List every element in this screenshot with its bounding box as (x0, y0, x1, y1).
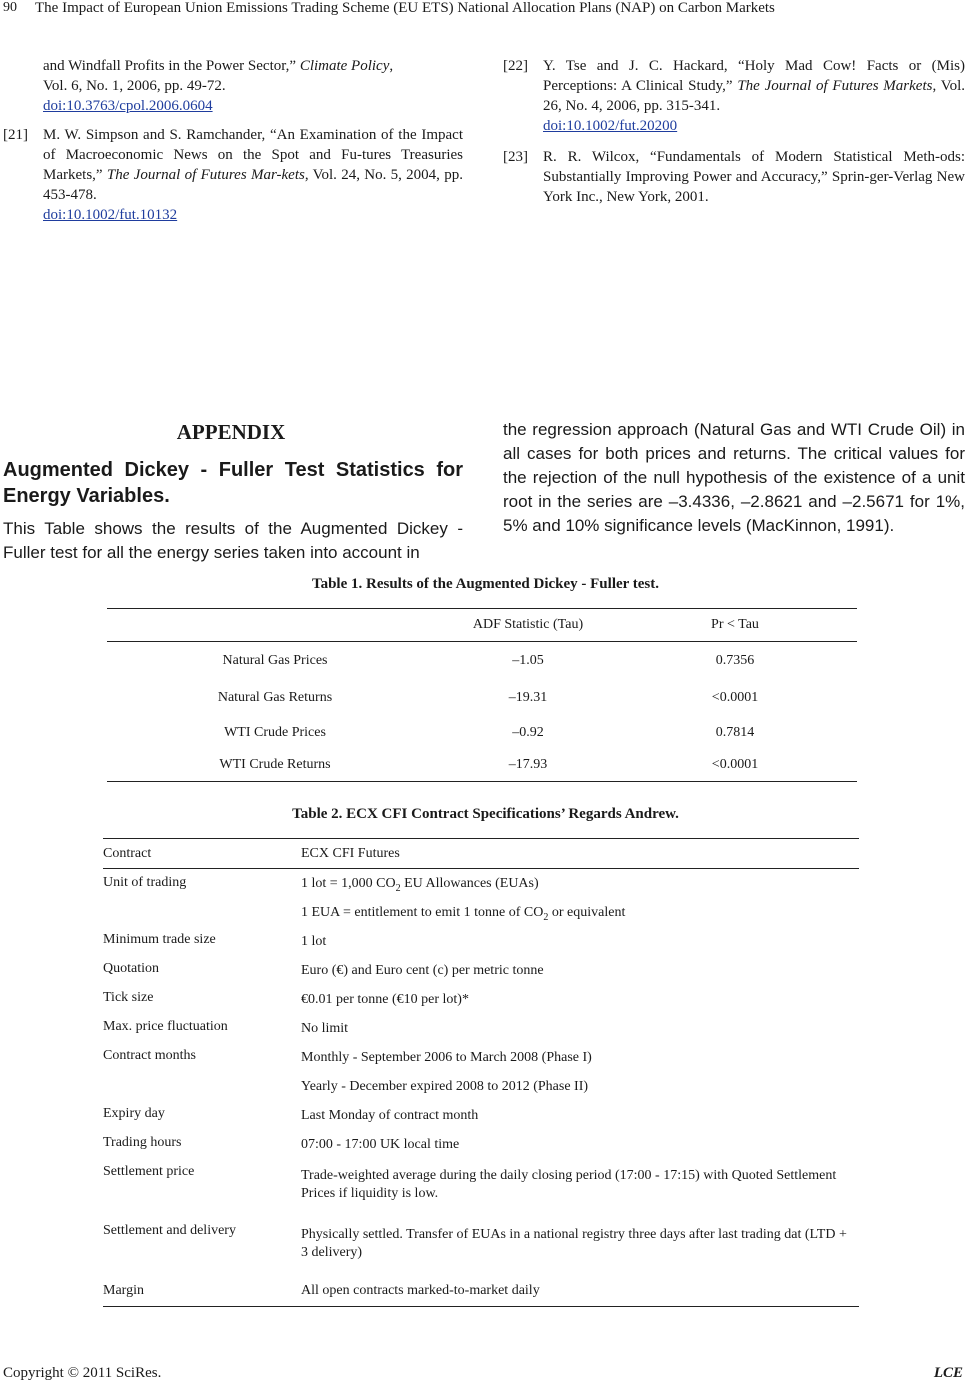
reference-journal: Climate Policy (299, 58, 390, 74)
spec-key: Quotation (103, 960, 159, 976)
contract-spec-table (103, 838, 859, 1307)
copyright: Copyright © 2011 SciRes. (3, 1365, 162, 1381)
running-title: The Impact of European Union Emissions Trading Scheme (EU ETS) National Allocation Plans (NAP) on Carbon Markets (35, 0, 775, 16)
table-row (103, 1131, 859, 1160)
doi-link[interactable]: doi:10.1002/fut.20200 (543, 118, 678, 134)
reference-tag: [23] (503, 149, 528, 165)
spec-value: Trade-weighted average during the daily closing period (17:00 - 17:15) with Quoted Settlement Prices if liquidity is low. (301, 1167, 837, 1201)
spec-key: Contract months (103, 1047, 196, 1063)
table-cell: WTI Crude Prices (224, 724, 326, 740)
spec-value: Euro (€) and Euro cent (c) per metric tonne (301, 962, 544, 978)
table-row (107, 680, 857, 716)
appendix-paragraph-right: the regression approach (Natural Gas and WTI Crude Oil) in all cases for both prices and returns. The critical values for the rejection of the null hypothesis of the existence of a unit root in the series are –3.4336, –2.8621 and –2.5671 for 1%, 5% and 10% significance levels (MacKinnon, 1991). (503, 420, 965, 535)
spec-value: All open contracts marked-to-market daily (301, 1282, 540, 1298)
column-header (107, 609, 443, 642)
spec-key: Minimum trade size (103, 931, 216, 947)
spec-value: Physically settled. Transfer of EUAs in a national registry three days after last trading dat (LTD + 3 delivery) (301, 1226, 847, 1260)
reference-journal: The Journal of Futures Markets (737, 78, 933, 94)
journal-abbrev: LCE (933, 1365, 963, 1381)
table-row (103, 869, 859, 899)
table-cell: WTI Crude Returns (219, 757, 331, 773)
reference-text: R. R. Wilcox, “Fundamentals of Modern Statistical Meth-ods: Substantially Improving Power and Accuracy,” Sprin-ger-Verlag New York Inc., New York, 2001. (543, 149, 965, 205)
table-row (103, 1015, 859, 1044)
table-row (103, 1102, 859, 1131)
spec-text: EU Allowances (EUAs) (400, 876, 539, 891)
spec-key: Settlement price (103, 1163, 195, 1179)
reference-text: and Windfall Profits in the Power Sector,” (43, 58, 300, 74)
spec-key: Tick size (103, 989, 154, 1005)
table-row (103, 1160, 859, 1219)
spec-text: or equivalent (548, 904, 626, 920)
table-cell: –17.93 (508, 757, 548, 773)
spec-value (301, 869, 859, 899)
table2-caption: Table 2. ECX CFI Contract Specifications’ Regards Andrew. (292, 806, 679, 822)
column-header: ECX CFI Futures (301, 845, 400, 861)
doi-link[interactable]: doi:10.3763/cpol.2006.0604 (43, 98, 213, 114)
table-cell: <0.0001 (711, 757, 759, 773)
spec-key: Margin (103, 1282, 144, 1298)
spec-key: Expiry day (103, 1105, 165, 1121)
spec-key: Max. price fluctuation (103, 1018, 228, 1034)
reference-tag: [21] (3, 127, 28, 143)
table-header-row (107, 609, 857, 642)
table-header-row (103, 839, 859, 869)
table-cell: 0.7814 (715, 724, 755, 740)
table-row (107, 716, 857, 750)
subscript: 2 (395, 882, 401, 894)
spec-key (103, 899, 301, 928)
reference-23 (503, 147, 965, 207)
spec-key: Settlement and delivery (103, 1222, 236, 1238)
table-cell: –1.05 (512, 652, 544, 668)
adf-results-table (107, 608, 857, 782)
reference-text: Vol. 6, No. 1, 2006, pp. 49-72. (43, 78, 226, 94)
table-row (103, 1277, 859, 1307)
table-row (103, 899, 859, 928)
reference-text: M. W. Simpson and S. Ramchander, “An Examination of the Impact of Macroeconomic News on the Spot and Fu-tures Treasuries Markets,” (43, 127, 463, 183)
subscript: 2 (543, 911, 549, 923)
spec-text: 1 lot = 1,000 CO (301, 876, 396, 891)
table-cell: <0.0001 (711, 689, 759, 705)
section-heading: Augmented Dickey - Fuller Test Statistics for Energy Variables. (3, 459, 463, 507)
spec-key: Trading hours (103, 1134, 182, 1150)
spec-value: 07:00 - 17:00 UK local time (301, 1136, 460, 1152)
table-cell: 0.7356 (715, 652, 755, 668)
spec-value: Monthly - September 2006 to March 2008 (Phase I) (301, 1049, 592, 1065)
reference-text: , Vol. 26, No. 4, 2006, pp. 315-341. (543, 78, 966, 114)
table-row (103, 1219, 859, 1277)
table-row (103, 957, 859, 986)
reference-20-continued (43, 56, 463, 116)
table-cell: –19.31 (508, 689, 548, 705)
table-row (103, 986, 859, 1015)
column-header: ADF Statistic (Tau) (472, 617, 584, 632)
reference-journal: The Journal of Futures Mar-kets (106, 167, 305, 183)
reference-tag: [22] (503, 58, 528, 74)
reference-text: Y. Tse and J. C. Hackard, “Holy Mad Cow! Facts or (Mis) Perceptions: A Clinical Study,” (543, 58, 965, 94)
spec-value: €0.01 per tonne (€10 per lot)* (301, 991, 469, 1007)
spec-key (103, 1073, 301, 1102)
appendix-paragraph-left: This Table shows the results of the Augmented Dickey - Fuller test for all the energy series taken into account in (3, 519, 463, 562)
table-cell: Natural Gas Returns (217, 689, 333, 705)
table-row (103, 1044, 859, 1073)
spec-value: 1 lot (301, 933, 327, 949)
reference-text: , Vol. 24, No. 5, 2004, pp. 453-478. (43, 167, 463, 203)
spec-key: Unit of trading (103, 875, 187, 890)
spec-value: Last Monday of contract month (301, 1107, 479, 1123)
reference-22 (503, 56, 965, 136)
table-row (103, 1073, 859, 1102)
reference-text: , (389, 58, 394, 74)
spec-text: 1 EUA = entitlement to emit 1 tonne of CO (301, 904, 544, 920)
page-number: 90 (3, 0, 17, 15)
column-header: Contract (103, 845, 152, 861)
reference-21 (3, 125, 463, 225)
table-cell: –0.92 (512, 724, 544, 740)
table-row (107, 642, 857, 680)
table1-caption: Table 1. Results of the Augmented Dickey - Fuller test. (311, 576, 660, 592)
table-row (107, 750, 857, 782)
spec-value: No limit (301, 1020, 349, 1036)
spec-value: Yearly - December expired 2008 to 2012 (Phase II) (301, 1078, 589, 1094)
table-cell: Natural Gas Prices (222, 652, 328, 668)
spec-value (301, 899, 859, 928)
table-row (103, 928, 859, 957)
appendix-title: APPENDIX (176, 420, 286, 444)
column-header: Pr < Tau (711, 617, 759, 632)
doi-link[interactable]: doi:10.1002/fut.10132 (43, 207, 178, 223)
